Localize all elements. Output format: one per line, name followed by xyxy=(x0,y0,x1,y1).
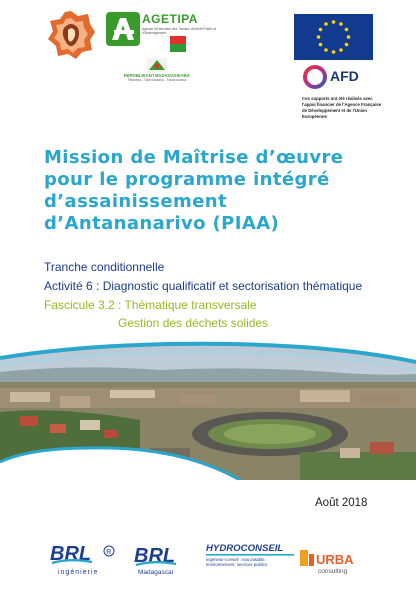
agetipa-emblem-icon xyxy=(106,12,140,46)
urba-sub: consulting xyxy=(318,568,348,575)
svg-text:R: R xyxy=(106,549,112,556)
agetipa-subtitle: Agence d'Exécution des Travaux d'Intérêt Public et d'Aménagement xyxy=(142,27,217,35)
document-title: Mission de Maîtrise d’œuvre pour le programme intégré d’assainissement d’Antananarivo (PIAA) xyxy=(44,147,344,234)
ministry-logo xyxy=(109,58,205,84)
afd-ring-icon xyxy=(302,64,328,90)
activite-label: Activité 6 : Diagnostic qualificatif et sectorisation thématique xyxy=(44,279,363,293)
funding-note: Ces supports ont été réalisés avec l'appui financier de l'Agence Française de Développement et de l'Union Européenne xyxy=(302,96,382,119)
afd-name: AFD xyxy=(330,68,359,84)
brl-ingenierie-logo xyxy=(48,538,126,578)
ministry-emblem-icon xyxy=(147,58,167,72)
hydroconseil-name: HYDROCONSEIL xyxy=(206,543,284,554)
urba-name: URBA xyxy=(316,552,354,567)
brl-madagascar-logo xyxy=(132,540,202,578)
publication-date: Août 2018 xyxy=(315,497,368,509)
brl-mada-sub: Madagascar xyxy=(138,569,174,576)
ministry-line-1: REPOBLIKAN'I MADAGASIKARA xyxy=(124,73,190,78)
tranche-label: Tranche conditionnelle xyxy=(44,260,165,274)
afd-logo xyxy=(298,64,378,92)
madagascar-region-logo xyxy=(44,8,98,62)
madagascar-flag-icon xyxy=(162,36,186,52)
antananarivo-city-photo xyxy=(0,336,416,480)
brl-ing-name: BRL xyxy=(50,543,92,565)
hydroconseil-logo xyxy=(206,540,294,574)
brl-mada-name: BRL xyxy=(134,545,176,567)
ministry-line-2: Fitiavana - Tanindrazana - Fandrosoana xyxy=(127,78,187,82)
european-union-flag-icon xyxy=(294,14,373,60)
urba-consulting-logo xyxy=(300,546,362,576)
gestion-label: Gestion des déchets solides xyxy=(118,316,269,330)
fascicule-label: Fascicule 3.2 : Thématique transversale xyxy=(44,298,257,312)
agetipa-name: AGETIPA xyxy=(142,12,198,26)
brl-ing-sub: ingénierie xyxy=(58,569,99,576)
hydroconseil-subtitle: ingénieur-conseil : eau potable, environnement, services publics xyxy=(206,557,268,568)
